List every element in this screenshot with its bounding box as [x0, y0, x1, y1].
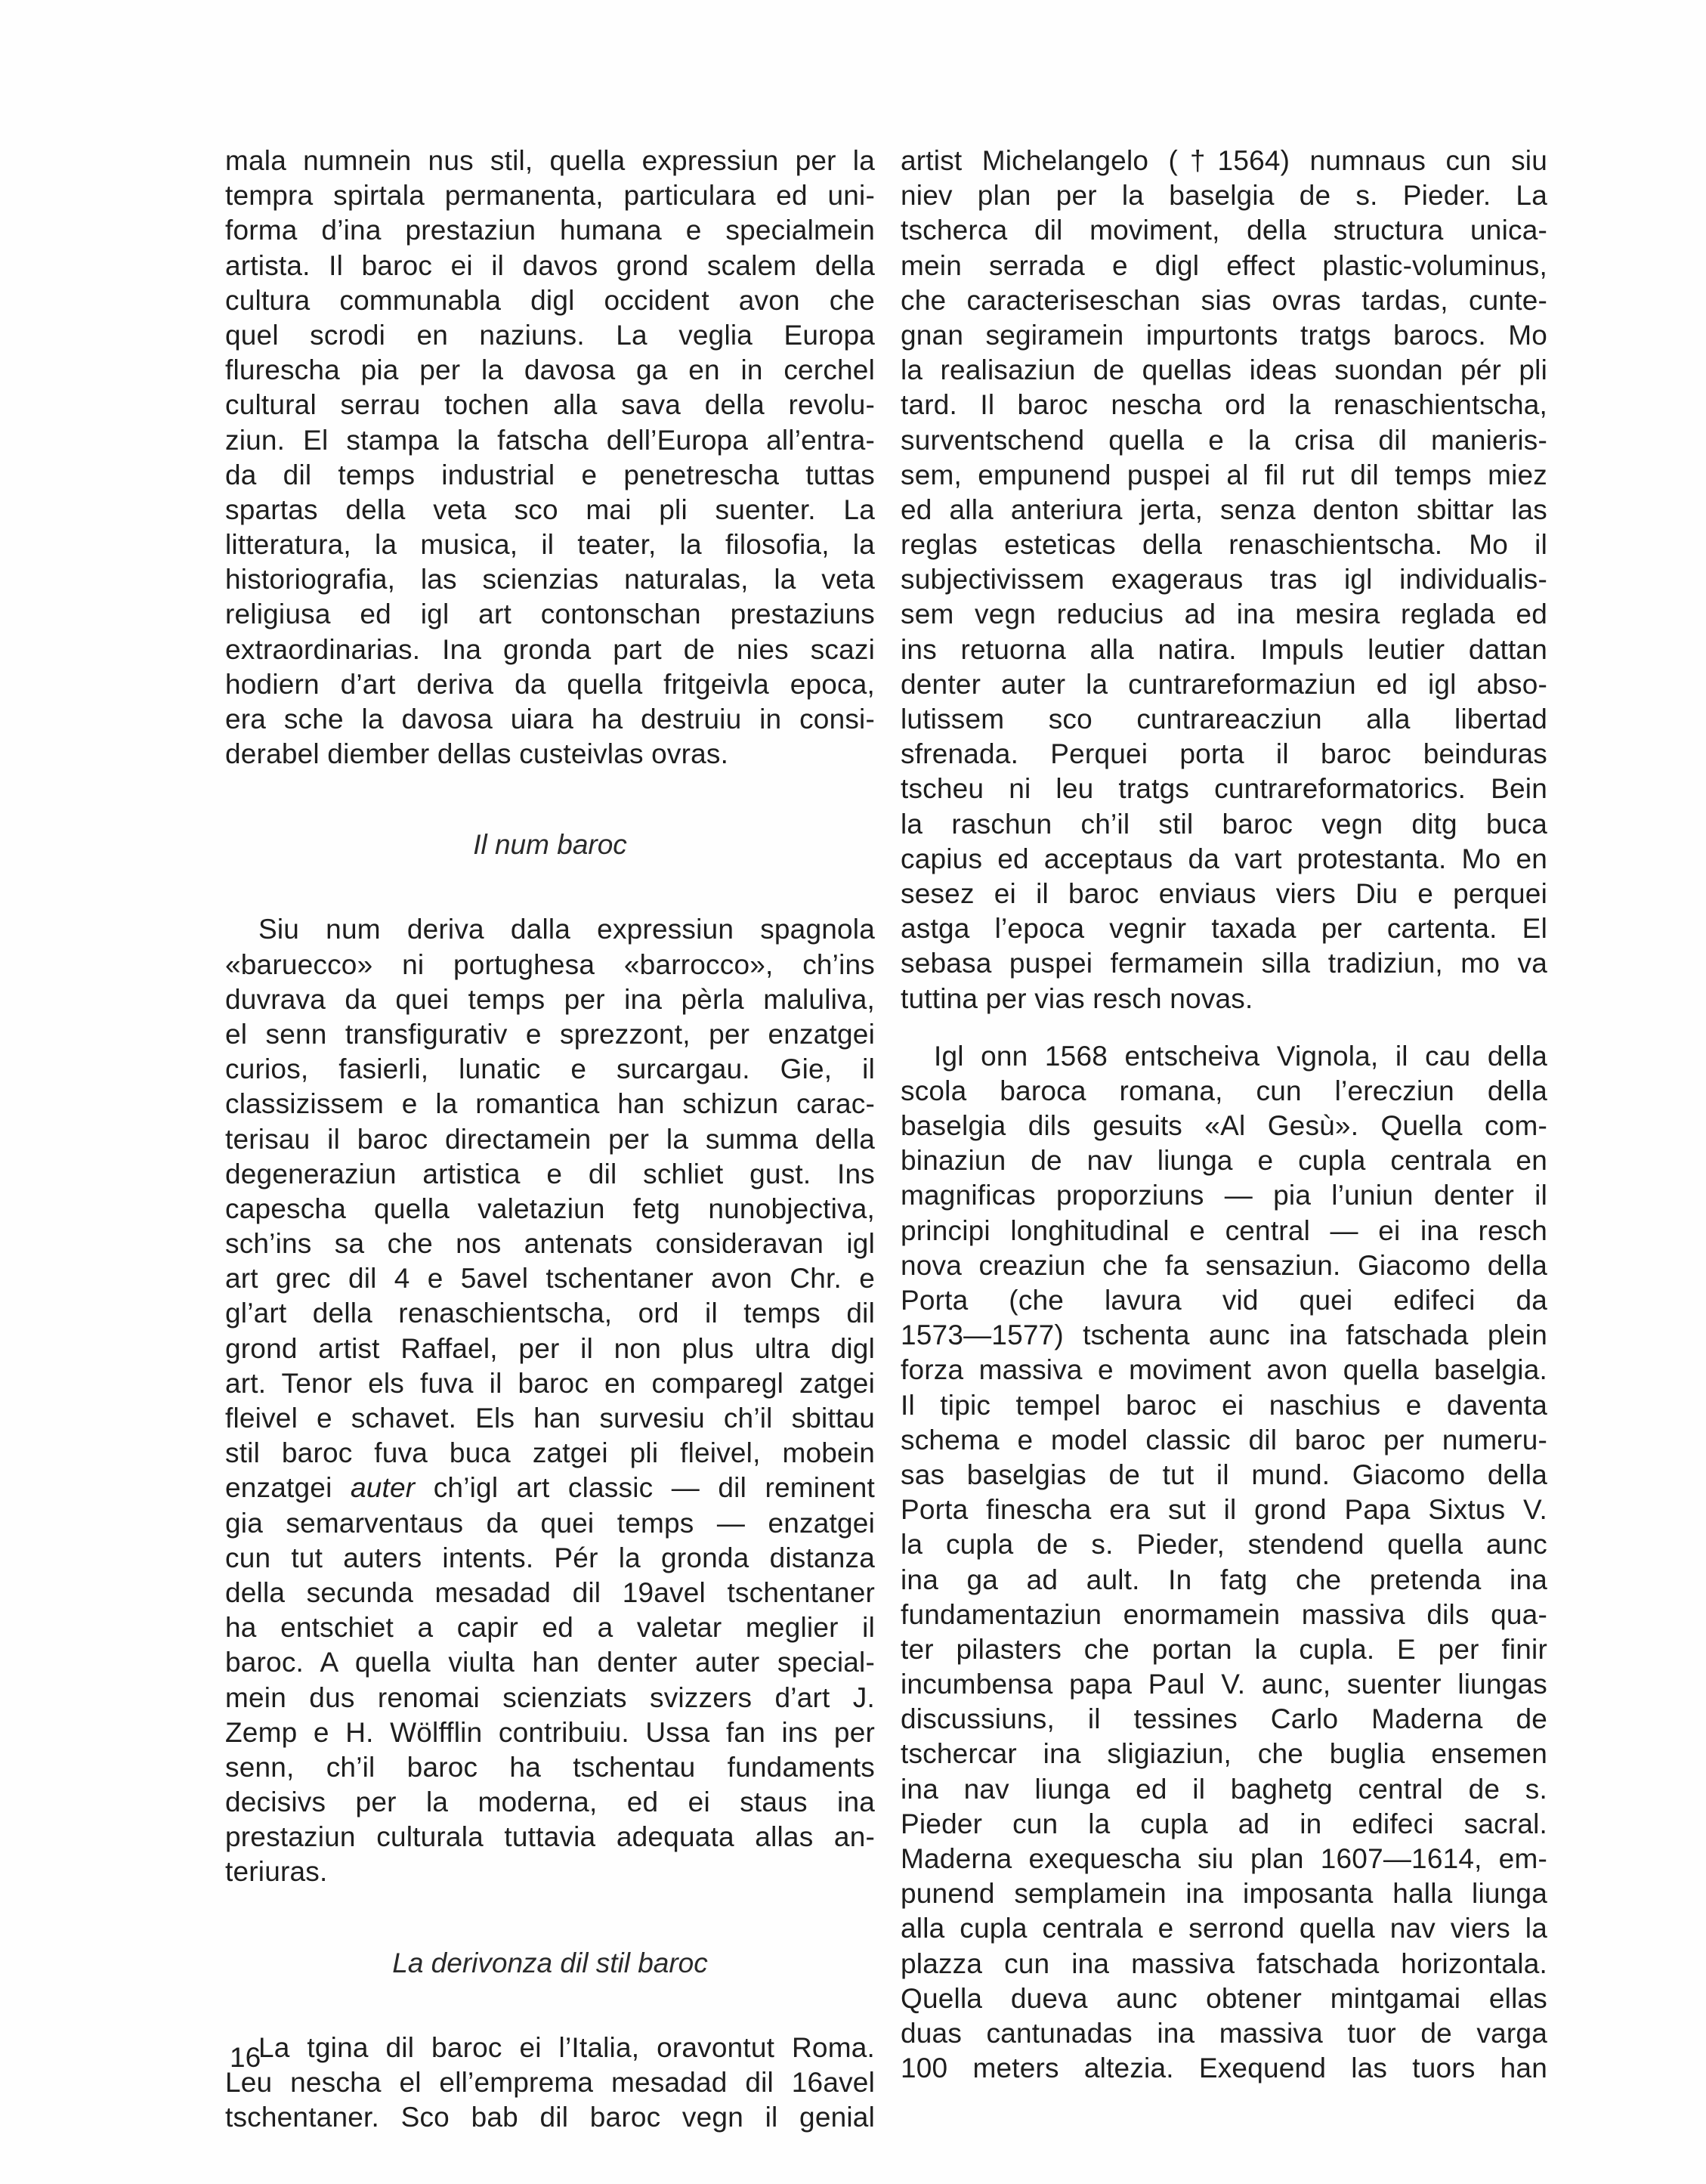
- section-heading-il-num-baroc: Il num baroc: [473, 829, 627, 861]
- text-line: da dil temps industrial e penetrescha tuttas: [225, 459, 875, 490]
- text-line: sch’ins sa che nos antenats consideravan igl: [225, 1228, 875, 1260]
- text-line: schema e model classic dil baroc per numeru-: [901, 1424, 1547, 1455]
- text-line: Maderna exequescha siu plan 1607—1614, em-: [901, 1843, 1547, 1874]
- text-line: degeneraziun artistica e dil schliet gust. Ins: [225, 1158, 875, 1189]
- paragraph-la-derivonza: [225, 2031, 875, 2136]
- text-line: capescha quella valetaziun fetg nunobjectiva,: [225, 1193, 875, 1224]
- text-line: spartas della veta sco mai pli suenter. La: [225, 493, 875, 525]
- text-line: fleivel e schavet. Els han survesiu ch’il sbittau: [225, 1403, 875, 1434]
- text-line: baselgia dils gesuits «Al Gesù». Quella com-: [901, 1110, 1547, 1142]
- text-line: lutissem sco cuntrareacziun alla libertad: [901, 704, 1547, 735]
- text-line: reglas esteticas della renaschientscha. Mo il: [901, 529, 1547, 561]
- text-line: sem, empunend puspei al fil rut dil temps miez: [901, 459, 1547, 490]
- text-line: tscherca dil moviment, della structura unica-: [901, 215, 1547, 246]
- text-line: la raschun ch’il stil baroc vegn ditg buca: [901, 808, 1547, 840]
- text-line: capius ed acceptaus da vart protestanta. Mo en: [901, 843, 1547, 874]
- text-line: stil baroc fuva buca zatgei pli fleivel, mobein: [225, 1437, 875, 1469]
- text-line: litteratura, la musica, il teater, la filosofia, la: [225, 529, 875, 561]
- text-line: niev plan per la baselgia de s. Pieder. La: [901, 180, 1547, 212]
- text-line: nova creaziun che fa sensaziun. Giacomo della: [901, 1249, 1547, 1281]
- text-line: Il tipic tempel baroc ei naschius e daventa: [901, 1389, 1547, 1421]
- text-fragment: enzatgei: [225, 1472, 351, 1504]
- text-line: decisivs per la moderna, ed ei staus ina: [225, 1786, 875, 1818]
- text-line: La tgina dil baroc ei l’Italia, oravontut Roma.: [258, 2031, 875, 2063]
- text-line: subjectivissem exageraus tras igl individualis-: [901, 564, 1547, 595]
- text-line: cun tut auters intents. Pér la gronda distanza: [225, 1542, 875, 1573]
- section-heading-la-derivonza: La derivonza dil stil baroc: [392, 1947, 708, 1978]
- text-line: magnificas proporziuns — pia l’uniun denter il: [901, 1180, 1547, 1211]
- text-line: Zemp e H. Wölfflin contribuiu. Ussa fan ins per: [225, 1716, 875, 1748]
- text-line: grond artist Raffael, per il non plus ultra digl: [225, 1332, 875, 1364]
- text-line: artist Michelangelo (†1564) numnaus cun siu: [901, 145, 1547, 176]
- text-line: mala numnein nus stil, quella expressiun per la: [225, 145, 875, 176]
- text-line: denter auter la cuntrareformaziun ed igl abso-: [901, 668, 1547, 700]
- text-line: della secunda mesadad dil 19avel tschentaner: [225, 1576, 875, 1608]
- text-line: discussiuns, il tessines Carlo Maderna de: [901, 1703, 1547, 1735]
- text-line: la cupla de s. Pieder, stendend quella aunc: [901, 1529, 1547, 1561]
- text-line: Porta (che lavura vid quei edifeci da: [901, 1285, 1547, 1316]
- right-column: [901, 144, 1547, 2086]
- text-line: Porta finescha era sut il grond Papa Sixtus V.: [901, 1494, 1547, 1526]
- text-line: teriuras.: [225, 1856, 328, 1888]
- paragraph-il-num-baroc: [225, 912, 875, 1889]
- text-line: Quella dueva aunc obtener mintgamai ellas: [901, 1982, 1547, 2014]
- text-line: sas baselgias de tut il mund. Giacomo della: [901, 1459, 1547, 1490]
- text-line: sesez ei il baroc enviaus viers Diu e perquei: [901, 877, 1547, 909]
- text-line: ter pilasters che portan la cupla. E per finir: [901, 1633, 1547, 1665]
- text-line: ins retuorna alla natira. Impuls leutier dattan: [901, 633, 1547, 665]
- text-line: art. Tenor els fuva il baroc en comparegl zatgei: [225, 1367, 875, 1399]
- text-fragment: ch’igl art classic — dil reminent: [415, 1472, 875, 1504]
- text-line: baroc. A quella viulta han denter auter special-: [225, 1647, 875, 1678]
- text-line: tschentaner. Sco bab dil baroc vegn il genial: [225, 2102, 875, 2133]
- left-column: [225, 144, 875, 2135]
- text-line: [225, 1471, 875, 1505]
- text-line: Igl onn 1568 entscheiva Vignola, il cau della: [934, 1040, 1547, 1072]
- text-line: curios, fasierli, lunatic e surcargau. Gie, il: [225, 1053, 875, 1085]
- text-line: artista. Il baroc ei il davos grond scalem della: [225, 249, 875, 281]
- text-line: gia semarventaus da quei temps — enzatgei: [225, 1507, 875, 1539]
- text-line: senn, ch’il baroc ha tschentau fundaments: [225, 1751, 875, 1783]
- text-line: el senn transfigurativ e sprezzont, per enzatgei: [225, 1018, 875, 1050]
- text-line: gl’art della renaschientscha, ord il temps dil: [225, 1298, 875, 1329]
- text-line: ed alla anteriura jerta, senza denton sbittar las: [901, 493, 1547, 525]
- text-line: quel scrodi en naziuns. La veglia Europa: [225, 319, 875, 351]
- text-line: Leu nescha el ell’emprema mesadad dil 16avel: [225, 2066, 875, 2098]
- text-line: ina nav liunga ed il baghetg central de s.: [901, 1773, 1547, 1805]
- text-line: prestaziun culturala tuttavia adequata allas an-: [225, 1821, 875, 1853]
- text-line: forza massiva e moviment avon quella baselgia.: [901, 1354, 1547, 1386]
- page-number: 16: [230, 2042, 261, 2073]
- text-line: cultura communabla digl occident avon che: [225, 284, 875, 316]
- text-line: duas cantunadas ina massiva tuor de varga: [901, 2017, 1547, 2049]
- text-line: religiusa ed igl art contonschan prestaziuns: [225, 599, 875, 630]
- text-line: derabel diember dellas custeivlas ovras.: [225, 738, 729, 770]
- text-line: mein serrada e digl effect plastic-voluminus,: [901, 249, 1547, 281]
- text-line: era sche la davosa uiara ha destruiu in consi-: [225, 704, 875, 735]
- paragraph-intro: [225, 144, 875, 772]
- text-line: duvrava da quei temps per ina pèrla maluliva,: [225, 983, 875, 1015]
- text-line: tuttina per vias resch novas.: [901, 982, 1253, 1014]
- paragraph-michelangelo: [901, 144, 1547, 1016]
- text-line: tscheu ni leu tratgs cuntrareformatorics. Bein: [901, 773, 1547, 805]
- text-line: astga l’epoca vegnir taxada per cartenta. El: [901, 913, 1547, 945]
- text-line: hodiern d’art deriva da quella fritgeivla epoca,: [225, 668, 875, 700]
- text-line: sebasa puspei fermamein silla tradiziun, mo va: [901, 948, 1547, 979]
- text-line: alla cupla centrala e serrond quella nav viers la: [901, 1913, 1547, 1944]
- text-line: principi longhitudinal e central — ei ina resch: [901, 1214, 1547, 1246]
- emphasized-word: auter: [350, 1472, 416, 1504]
- text-line: tard. Il baroc nescha ord la renaschientscha,: [901, 389, 1547, 421]
- text-line: historiografia, las scienzias naturalas, la veta: [225, 564, 875, 595]
- text-line: classizissem e la romantica han schizun carac-: [225, 1088, 875, 1120]
- text-line: forma d’ina prestaziun humana e specialmein: [225, 215, 875, 246]
- text-line: ziun. El stampa la fatscha dell’Europa all’entra-: [225, 424, 875, 456]
- text-line: gnan segiramein impurtonts tratgs barocs. Mo: [901, 319, 1547, 351]
- text-line: tempra spirtala permanenta, particulara ed uni-: [225, 180, 875, 212]
- text-line: che caracteriseschan sias ovras tardas, cunte-: [901, 284, 1547, 316]
- text-line: ha entschiet a capir ed a valetar meglier il: [225, 1612, 875, 1644]
- text-line: mein dus renomai scienziats svizzers d’art J.: [225, 1681, 875, 1713]
- text-line: binaziun de nav liunga e cupla centrala en: [901, 1145, 1547, 1177]
- text-line: plazza cun ina massiva fatschada horizontala.: [901, 1947, 1547, 1979]
- text-line: 1573—1577) tschenta aunc ina fatschada plein: [901, 1319, 1547, 1351]
- text-line: surventschend quella e la crisa dil manieris-: [901, 424, 1547, 456]
- text-line: Pieder cun la cupla ad in edifeci sacral.: [901, 1808, 1547, 1839]
- text-line: «baruecco» ni portughesa «barrocco», ch’ins: [225, 948, 875, 980]
- text-line: sfrenada. Perquei porta il baroc beinduras: [901, 738, 1547, 770]
- text-line: art grec dil 4 e 5avel tschentaner avon Chr. e: [225, 1263, 875, 1295]
- text-line: scola baroca romana, cun l’erecziun della: [901, 1075, 1547, 1106]
- text-line: fundamentaziun enormamein massiva dils qua-: [901, 1598, 1547, 1630]
- text-line: Siu num deriva dalla expressiun spagnola: [258, 914, 875, 945]
- text-line: sem vegn reducius ad ina mesira reglada ed: [901, 599, 1547, 630]
- text-line: flurescha pia per la davosa ga en in cerchel: [225, 354, 875, 386]
- text-line: ina ga ad ault. In fatg che pretenda ina: [901, 1564, 1547, 1595]
- text-line: 100 meters altezia. Exequend las tuors han: [901, 2053, 1547, 2084]
- text-line: punend semplamein ina imposanta halla liunga: [901, 1878, 1547, 1910]
- text-line: la realisaziun de quellas ideas suondan pér pli: [901, 354, 1547, 386]
- text-line: incumbensa papa Paul V. aunc, suenter liungas: [901, 1669, 1547, 1700]
- text-line: extraordinarias. Ina gronda part de nies scazi: [225, 633, 875, 665]
- paragraph-vignola: [901, 1039, 1547, 2087]
- text-line: cultural serrau tochen alla sava della revolu-: [225, 389, 875, 421]
- text-line: tschercar ina sligiaziun, che buglia ensemen: [901, 1738, 1547, 1770]
- text-line: terisau il baroc directamein per la summa della: [225, 1123, 875, 1155]
